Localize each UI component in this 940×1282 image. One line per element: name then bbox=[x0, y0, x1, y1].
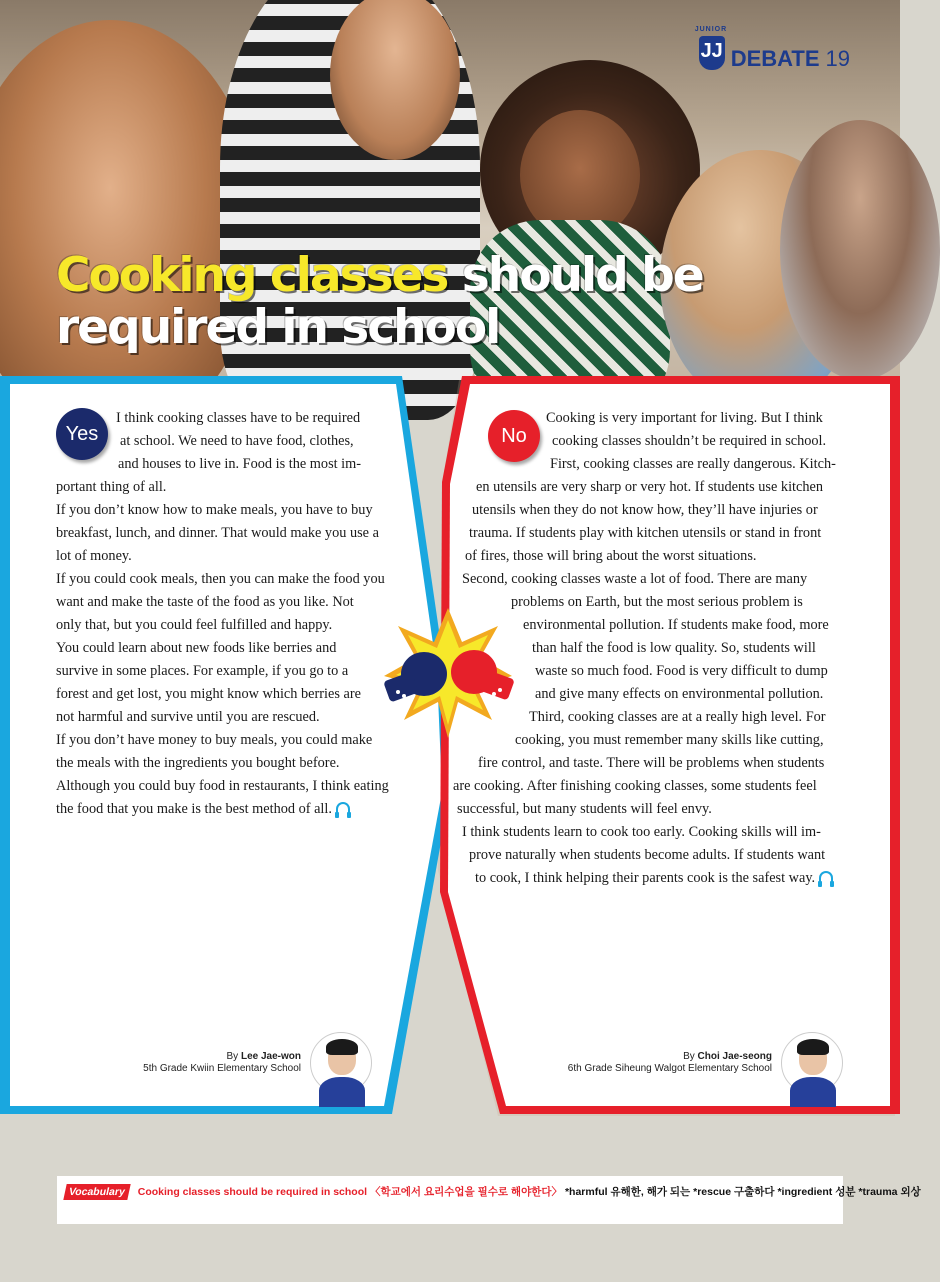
vocabulary-tag: Vocabulary bbox=[63, 1184, 130, 1200]
text-line: I think cooking classes have to be required bbox=[116, 410, 361, 426]
text-line: lot of money. bbox=[56, 548, 132, 564]
text-line: trauma. If students play with kitchen utensils or stand in front bbox=[469, 525, 822, 541]
text-line: cooking, you must remember many skills like cutting, bbox=[515, 732, 824, 748]
text-line: I think students learn to cook too early. Cooking skills will im- bbox=[462, 824, 821, 840]
text-line: If you could cook meals, then you can make the food you bbox=[56, 571, 385, 587]
text-line: and houses to live in. Food is the most im- bbox=[118, 456, 362, 472]
person-far-right bbox=[780, 120, 940, 380]
text-line: fire control, and taste. There will be problems when students bbox=[478, 755, 825, 771]
text-line-content: the food that you make is the best method of all. bbox=[56, 801, 332, 817]
vocabulary-terms: *harmful 유해한, 해가 되는 *rescue 구출하다 *ingredient 성분 *trauma 외상 bbox=[564, 1186, 921, 1198]
text-line: Cooking is very important for living. But I think bbox=[546, 410, 823, 426]
headphones-icon bbox=[819, 871, 833, 883]
yes-badge: Yes bbox=[56, 408, 108, 460]
debate-panels bbox=[0, 372, 900, 1117]
magazine-header bbox=[694, 26, 850, 71]
text-line: the meals with the ingredients you bought before. bbox=[56, 755, 340, 771]
text-line: problems on Earth, but the most serious problem is bbox=[511, 594, 803, 610]
yes-byline bbox=[120, 1051, 301, 1075]
no-badge: No bbox=[488, 410, 540, 462]
text-line: portant thing of all. bbox=[56, 479, 167, 495]
vocabulary-phrase: Cooking classes should be required in school 〈학교에서 요리수업을 필수로 해야한다〉 bbox=[137, 1186, 563, 1198]
text-line: want and make the taste of the food as you like. Not bbox=[56, 594, 354, 610]
yes-author-line bbox=[120, 1051, 301, 1063]
vocabulary-bar bbox=[57, 1176, 921, 1224]
text-line: and give many effects on environmental pollution. bbox=[535, 686, 824, 702]
no-byline bbox=[560, 1051, 772, 1075]
text-line: are cooking. After finishing cooking classes, some students feel bbox=[453, 778, 817, 794]
section-name: DEBATE bbox=[730, 46, 820, 71]
byline-prefix: By bbox=[683, 1051, 698, 1062]
text-line: forest and get lost, you might know which berries are bbox=[56, 686, 361, 702]
text-line: en utensils are very sharp or very hot. If students use kitchen bbox=[476, 479, 823, 495]
text-line: not harmful and survive until you are rescued. bbox=[56, 709, 320, 725]
text-line: waste so much food. Food is very difficult to dump bbox=[535, 663, 828, 679]
text-line: If you don’t know how to make meals, you have to buy bbox=[56, 502, 373, 518]
byline-prefix: By bbox=[226, 1051, 241, 1062]
text-line: First, cooking classes are really dangerous. Kitch- bbox=[550, 456, 836, 472]
text-line: only that, but you could feel fulfilled and happy. bbox=[56, 617, 333, 633]
text-line: of fires, those will bring about the worst situations. bbox=[465, 548, 757, 564]
no-author-school: 6th Grade Siheung Walgot Elementary School bbox=[567, 1063, 772, 1074]
text-line: prove naturally when students become adults. If students want bbox=[469, 847, 826, 863]
text-line: Third, cooking classes are at a really high level. For bbox=[529, 709, 826, 725]
no-argument bbox=[0, 407, 900, 890]
no-author-line bbox=[560, 1051, 772, 1063]
text-line: You could learn about new foods like berries and bbox=[56, 640, 337, 656]
article-title bbox=[56, 250, 756, 354]
logo-junior-text: JUNIOR bbox=[694, 26, 728, 33]
text-line: cooking classes shouldn’t be required in school. bbox=[552, 433, 827, 449]
yes-author-name: Lee Jae-won bbox=[240, 1051, 301, 1062]
text-line: successful, but many students will feel envy. bbox=[457, 801, 712, 817]
logo-mark: JJ bbox=[699, 36, 725, 70]
text-line-content: to cook, I think helping their parents cook is the safest way. bbox=[475, 870, 816, 886]
text-line: utensils when they do not know how, they’ll have injuries or bbox=[472, 502, 818, 518]
no-author-avatar bbox=[781, 1032, 843, 1094]
no-author-name: Choi Jae-seong bbox=[697, 1051, 772, 1062]
text-line: survive in some places. For example, if you go to a bbox=[56, 663, 349, 679]
yes-author-avatar bbox=[310, 1032, 372, 1094]
title-rest: should be bbox=[447, 248, 703, 303]
text-line: environmental pollution. If students make food, more bbox=[523, 617, 829, 633]
yes-author-school: 5th Grade Kwiin Elementary School bbox=[143, 1063, 301, 1074]
title-highlight: Cooking classes bbox=[56, 248, 448, 303]
page-number: 19 bbox=[825, 46, 850, 71]
text-line: breakfast, lunch, and dinner. That would make you use a bbox=[56, 525, 379, 541]
text-line: than half the food is low quality. So, students will bbox=[532, 640, 816, 656]
text-line: Second, cooking classes waste a lot of food. There are many bbox=[462, 571, 808, 587]
text-line bbox=[475, 867, 900, 890]
title-line2: required in school bbox=[56, 300, 500, 355]
text-line: Although you could buy food in restaurants, I think eating bbox=[56, 778, 389, 794]
text-line: at school. We need to have food, clothes, bbox=[120, 433, 354, 449]
text-line: If you don’t have money to buy meals, you could make bbox=[56, 732, 373, 748]
junior-logo-icon bbox=[694, 26, 728, 70]
